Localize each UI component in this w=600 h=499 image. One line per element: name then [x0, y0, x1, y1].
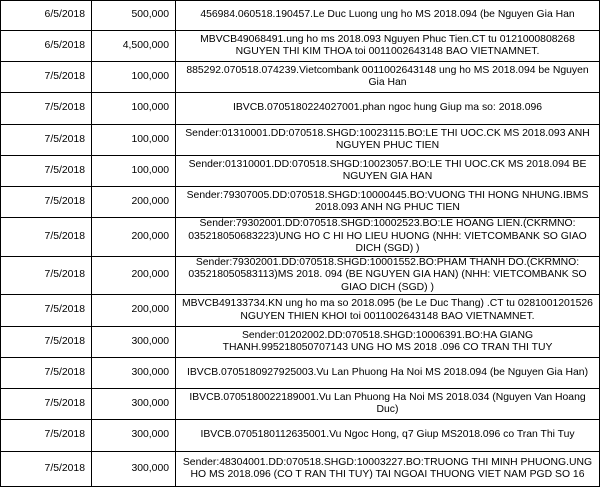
amount-cell: 100,000 — [92, 156, 176, 187]
description-cell: 456984.060518.190457.Le Duc Luong ung ho MS 2018.094 (be Nguyen Gia Han — [176, 1, 600, 31]
date-cell: 7/5/2018 — [1, 93, 92, 125]
amount-cell: 500,000 — [92, 1, 176, 31]
description-cell: Sender:48304001.DD:070518.SHGD:10003227.BO:TRUONG THI MINH PHUONG.UNG HO MS 2018.096 (CO T RAN THI TUY) TAI NGOAI THUONG VIET NAM PGD SO 16 — [176, 452, 600, 487]
table-row — [1, 125, 600, 156]
amount-cell: 300,000 — [92, 420, 176, 452]
table-row — [1, 1, 600, 31]
date-cell: 7/5/2018 — [1, 125, 92, 156]
table-row — [1, 256, 600, 295]
amount-cell: 300,000 — [92, 389, 176, 420]
date-cell: 7/5/2018 — [1, 62, 92, 93]
date-cell: 7/5/2018 — [1, 420, 92, 452]
amount-cell: 200,000 — [92, 218, 176, 257]
table-body — [1, 1, 600, 487]
description-cell: 885292.070518.074239.Vietcombank 0011002643148 ung ho MS 2018.094 be Nguyen Gia Han — [176, 62, 600, 93]
table-row — [1, 187, 600, 218]
amount-cell: 300,000 — [92, 358, 176, 389]
amount-cell: 200,000 — [92, 256, 176, 295]
amount-cell: 4,500,000 — [92, 31, 176, 62]
description-cell: Sender:79302001.DD:070518.SHGD:10001552.BO:PHAM THANH DO.(CKRMNO: 035218050583113)MS 2018. 094 (BE NGUYEN GIA HAN) (NHH: VIETCOMBANK SO GIAO DICH (SGD) ) — [176, 256, 600, 295]
date-cell: 7/5/2018 — [1, 156, 92, 187]
table-row — [1, 452, 600, 487]
table-row — [1, 327, 600, 358]
amount-cell: 100,000 — [92, 93, 176, 125]
amount-cell: 300,000 — [92, 452, 176, 487]
description-cell: Sender:01202002.DD:070518.SHGD:10006391.BO:HA GIANG THANH.995218050707143 UNG HO MS 2018 .096 CO TRAN THI TUY — [176, 327, 600, 358]
date-cell: 7/5/2018 — [1, 452, 92, 487]
amount-cell: 200,000 — [92, 295, 176, 327]
date-cell: 7/5/2018 — [1, 218, 92, 257]
description-cell: IBVCB.0705180112635001.Vu Ngoc Hong, q7 Giup MS2018.096 co Tran Thi Tuy — [176, 420, 600, 452]
date-cell: 6/5/2018 — [1, 1, 92, 31]
table-row — [1, 358, 600, 389]
description-cell: Sender:01310001.DD:070518.SHGD:10023115.BO:LE THI UOC.CK MS 2018.093 ANH NGUYEN PHUC TIEN — [176, 125, 600, 156]
amount-cell: 200,000 — [92, 187, 176, 218]
amount-cell: 100,000 — [92, 125, 176, 156]
table-row — [1, 62, 600, 93]
date-cell: 7/5/2018 — [1, 327, 92, 358]
amount-cell: 100,000 — [92, 62, 176, 93]
table-row — [1, 156, 600, 187]
date-cell: 7/5/2018 — [1, 256, 92, 295]
description-cell: Sender:79307005.DD:070518.SHGD:10000445.BO:VUONG THI HONG NHUNG.IBMS 2018.093 ANH NG PHUC TIEN — [176, 187, 600, 218]
date-cell: 7/5/2018 — [1, 187, 92, 218]
date-cell: 6/5/2018 — [1, 31, 92, 62]
description-cell: IBVCB.0705180022189001.Vu Lan Phuong Ha Noi MS 2018.034 (Nguyen Van Hoang Duc) — [176, 389, 600, 420]
table-row — [1, 31, 600, 62]
table-row — [1, 93, 600, 125]
table-row — [1, 295, 600, 327]
description-cell: IBVCB.0705180224027001.phan ngoc hung Giup ma so: 2018.096 — [176, 93, 600, 125]
table-row — [1, 389, 600, 420]
description-cell: MBVCB49068491.ung ho ms 2018.093 Nguyen Phuc Tien.CT tu 0121000808268 NGUYEN THI KIM THOA toi 0011002643148 BAO VIETNAMNET. — [176, 31, 600, 62]
description-cell: IBVCB.0705180927925003.Vu Lan Phuong Ha Noi MS 2018.094 (be Nguyen Gia Han) — [176, 358, 600, 389]
description-cell: Sender:01310001.DD:070518.SHGD:10023057.BO:LE THI UOC.CK MS 2018.094 BE NGUYEN GIA HAN — [176, 156, 600, 187]
date-cell: 7/5/2018 — [1, 295, 92, 327]
table-row — [1, 420, 600, 452]
description-cell: Sender:79302001.DD:070518.SHGD:10002523.BO:LE HOANG LIEN.(CKRMNO: 035218050683223)UNG HO C HI HO LIEU HUONG (NHH: VIETCOMBANK SO GIAO DICH (SGD) ) — [176, 218, 600, 257]
amount-cell: 300,000 — [92, 327, 176, 358]
description-cell: MBVCB49133734.KN ung ho ma so 2018.095 (be Le Duc Thang) .CT tu 0281001201526 NGUYEN THIEN KHOI toi 0011002643148 BAO VIETNAMNET. — [176, 295, 600, 327]
date-cell: 7/5/2018 — [1, 389, 92, 420]
date-cell: 7/5/2018 — [1, 358, 92, 389]
table-row — [1, 218, 600, 257]
